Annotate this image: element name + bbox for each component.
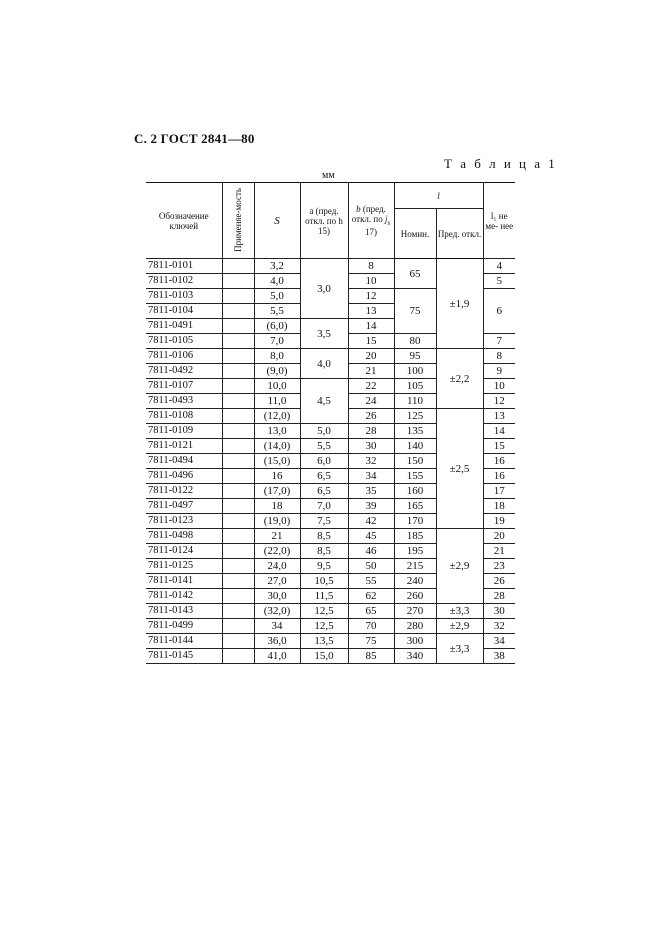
designation-cell: 7811-0121: [146, 439, 222, 454]
a-cell: 13,5: [300, 634, 348, 649]
s-cell: 7,0: [254, 334, 300, 349]
a-cell: 7,0: [300, 499, 348, 514]
a-cell: 8,5: [300, 544, 348, 559]
a-cell: 6,0: [300, 454, 348, 469]
s-cell: (19,0): [254, 514, 300, 529]
l-nom-cell: 110: [394, 394, 436, 409]
l-nom-cell: 105: [394, 379, 436, 394]
a-cell: 8,5: [300, 529, 348, 544]
l1-cell: 5: [483, 274, 515, 289]
applicability-cell: [222, 304, 254, 319]
l-nom-cell: 300: [394, 634, 436, 649]
applicability-cell: [222, 544, 254, 559]
b-cell: 20: [348, 349, 394, 364]
designation-cell: 7811-0496: [146, 469, 222, 484]
a-cell: 5,5: [300, 439, 348, 454]
designation-cell: 7811-0103: [146, 289, 222, 304]
designation-cell: 7811-0143: [146, 604, 222, 619]
b-cell: 28: [348, 424, 394, 439]
s-cell: 30,0: [254, 589, 300, 604]
b-cell: 65: [348, 604, 394, 619]
s-cell: 10,0: [254, 379, 300, 394]
l-nom-cell: 195: [394, 544, 436, 559]
col-header-l1: l₁ не ме- нее: [483, 183, 515, 259]
col-header-l-dev: Пред. откл.: [436, 209, 483, 259]
applicability-cell: [222, 514, 254, 529]
l-nom-cell: 150: [394, 454, 436, 469]
l1-cell: 20: [483, 529, 515, 544]
applicability-cell: [222, 379, 254, 394]
applicability-cell: [222, 634, 254, 649]
table-name: Т а б л и ц а 1: [444, 156, 558, 171]
s-cell: 16: [254, 469, 300, 484]
designation-cell: 7811-0144: [146, 634, 222, 649]
s-cell: 5,5: [254, 304, 300, 319]
l-nom-cell: 80: [394, 334, 436, 349]
l1-cell: 6: [483, 289, 515, 334]
l1-cell: 23: [483, 559, 515, 574]
b-cell: 35: [348, 484, 394, 499]
b-cell: 75: [348, 634, 394, 649]
s-cell: (32,0): [254, 604, 300, 619]
l-nom-cell: 155: [394, 469, 436, 484]
l-nom-cell: 280: [394, 619, 436, 634]
applicability-cell: [222, 574, 254, 589]
applicability-cell: [222, 484, 254, 499]
designation-cell: 7811-0101: [146, 259, 222, 274]
col-header-s: S: [254, 183, 300, 259]
designation-cell: 7811-0122: [146, 484, 222, 499]
applicability-cell: [222, 274, 254, 289]
b-cell: 30: [348, 439, 394, 454]
s-cell: 4,0: [254, 274, 300, 289]
s-cell: 36,0: [254, 634, 300, 649]
a-cell: 3,0: [300, 259, 348, 319]
designation-cell: 7811-0123: [146, 514, 222, 529]
b-cell: 14: [348, 319, 394, 334]
col-header-b: b (пред. откл. по $j_s$ 17): [348, 183, 394, 259]
designation-cell: 7811-0105: [146, 334, 222, 349]
a-cell: 3,5: [300, 319, 348, 349]
designation-cell: 7811-0492: [146, 364, 222, 379]
l1-cell: 9: [483, 364, 515, 379]
applicability-cell: [222, 394, 254, 409]
a-cell: 9,5: [300, 559, 348, 574]
b-cell: 22: [348, 379, 394, 394]
designation-cell: 7811-0106: [146, 349, 222, 364]
s-cell: (14,0): [254, 439, 300, 454]
applicability-cell: [222, 364, 254, 379]
table-row: [146, 634, 515, 649]
l-dev-cell: ±3,3: [436, 634, 483, 664]
b-cell: 46: [348, 544, 394, 559]
s-cell: (22,0): [254, 544, 300, 559]
s-cell: (17,0): [254, 484, 300, 499]
designation-cell: 7811-0107: [146, 379, 222, 394]
col-header-designation: Обозначение ключей: [146, 183, 222, 259]
a-cell: 12,5: [300, 604, 348, 619]
b-cell: 34: [348, 469, 394, 484]
b-cell: 21: [348, 364, 394, 379]
applicability-cell: [222, 319, 254, 334]
l1-cell: 19: [483, 514, 515, 529]
b-cell: 8: [348, 259, 394, 274]
s-cell: 3,2: [254, 259, 300, 274]
l1-cell: 30: [483, 604, 515, 619]
l-nom-cell: 340: [394, 649, 436, 664]
l-dev-cell: ±2,2: [436, 349, 483, 409]
l1-cell: 32: [483, 619, 515, 634]
designation-cell: 7811-0494: [146, 454, 222, 469]
l1-cell: 34: [483, 634, 515, 649]
b-cell: 10: [348, 274, 394, 289]
b-cell: 26: [348, 409, 394, 424]
applicability-cell: [222, 439, 254, 454]
l1-cell: 16: [483, 469, 515, 484]
b-cell: 45: [348, 529, 394, 544]
units-label: мм: [322, 170, 335, 181]
l-nom-cell: 75: [394, 289, 436, 334]
l-nom-cell: 260: [394, 589, 436, 604]
col-header-a: a (пред. откл. по h 15): [300, 183, 348, 259]
b-cell: 15: [348, 334, 394, 349]
l1-cell: 13: [483, 409, 515, 424]
a-cell: 10,5: [300, 574, 348, 589]
b-cell: 50: [348, 559, 394, 574]
designation-cell: 7811-0145: [146, 649, 222, 664]
table-row: [146, 349, 515, 364]
l1-cell: 17: [483, 484, 515, 499]
l-dev-cell: ±2,9: [436, 619, 483, 634]
designation-cell: 7811-0108: [146, 409, 222, 424]
s-cell: 13,0: [254, 424, 300, 439]
l1-cell: 16: [483, 454, 515, 469]
s-cell: 11,0: [254, 394, 300, 409]
col-header-applicability: Применяе-мость: [222, 183, 254, 259]
applicability-cell: [222, 499, 254, 514]
l1-cell: 14: [483, 424, 515, 439]
designation-cell: 7811-0124: [146, 544, 222, 559]
table-row: [146, 604, 515, 619]
designation-cell: 7811-0109: [146, 424, 222, 439]
l1-cell: 12: [483, 394, 515, 409]
designation-cell: 7811-0125: [146, 559, 222, 574]
l-nom-cell: 140: [394, 439, 436, 454]
s-cell: 24,0: [254, 559, 300, 574]
l-nom-cell: 170: [394, 514, 436, 529]
b-cell: 13: [348, 304, 394, 319]
applicability-cell: [222, 334, 254, 349]
col-header-l-nom: Номин.: [394, 209, 436, 259]
b-cell: 55: [348, 574, 394, 589]
l1-cell: 15: [483, 439, 515, 454]
l-dev-cell: ±1,9: [436, 259, 483, 349]
s-cell: 21: [254, 529, 300, 544]
table-row: [146, 259, 515, 274]
b-cell: 85: [348, 649, 394, 664]
b-cell: 12: [348, 289, 394, 304]
designation-cell: 7811-0104: [146, 304, 222, 319]
l1-cell: 4: [483, 259, 515, 274]
applicability-cell: [222, 589, 254, 604]
s-cell: (12,0): [254, 409, 300, 424]
spec-table: [146, 182, 515, 664]
l1-cell: 18: [483, 499, 515, 514]
b-cell: 32: [348, 454, 394, 469]
table-row: [146, 619, 515, 634]
a-cell: 12,5: [300, 619, 348, 634]
l-dev-cell: ±2,5: [436, 409, 483, 529]
l1-cell: 7: [483, 334, 515, 349]
applicability-cell: [222, 349, 254, 364]
applicability-cell: [222, 424, 254, 439]
designation-cell: 7811-0493: [146, 394, 222, 409]
l-dev-cell: ±2,9: [436, 529, 483, 604]
s-cell: (6,0): [254, 319, 300, 334]
b-cell: 62: [348, 589, 394, 604]
designation-cell: 7811-0141: [146, 574, 222, 589]
l1-cell: 26: [483, 574, 515, 589]
l-nom-cell: 240: [394, 574, 436, 589]
applicability-cell: [222, 649, 254, 664]
l-nom-cell: 185: [394, 529, 436, 544]
l1-cell: 28: [483, 589, 515, 604]
b-cell: 42: [348, 514, 394, 529]
s-cell: 5,0: [254, 289, 300, 304]
applicability-cell: [222, 529, 254, 544]
a-cell: 6,5: [300, 484, 348, 499]
l-dev-cell: ±3,3: [436, 604, 483, 619]
s-cell: 8,0: [254, 349, 300, 364]
applicability-cell: [222, 619, 254, 634]
l1-cell: 21: [483, 544, 515, 559]
s-cell: 18: [254, 499, 300, 514]
l-nom-cell: 65: [394, 259, 436, 289]
applicability-cell: [222, 469, 254, 484]
designation-cell: 7811-0491: [146, 319, 222, 334]
a-cell: 11,5: [300, 589, 348, 604]
l-nom-cell: 100: [394, 364, 436, 379]
a-cell: 7,5: [300, 514, 348, 529]
applicability-cell: [222, 289, 254, 304]
b-cell: 24: [348, 394, 394, 409]
a-cell: 4,0: [300, 349, 348, 379]
l-nom-cell: 160: [394, 484, 436, 499]
b-cell: 39: [348, 499, 394, 514]
a-cell: 6,5: [300, 469, 348, 484]
a-cell: 5,0: [300, 424, 348, 439]
l-nom-cell: 135: [394, 424, 436, 439]
a-cell: 15,0: [300, 649, 348, 664]
a-cell: 4,5: [300, 379, 348, 424]
l-nom-cell: 215: [394, 559, 436, 574]
applicability-cell: [222, 559, 254, 574]
designation-cell: 7811-0102: [146, 274, 222, 289]
designation-cell: 7811-0499: [146, 619, 222, 634]
s-cell: 27,0: [254, 574, 300, 589]
s-cell: 34: [254, 619, 300, 634]
designation-cell: 7811-0142: [146, 589, 222, 604]
l1-cell: 10: [483, 379, 515, 394]
l-nom-cell: 95: [394, 349, 436, 364]
b-cell: 70: [348, 619, 394, 634]
applicability-cell: [222, 409, 254, 424]
l-nom-cell: 270: [394, 604, 436, 619]
applicability-cell: [222, 604, 254, 619]
table-row: [146, 529, 515, 544]
l1-cell: 8: [483, 349, 515, 364]
s-cell: 41,0: [254, 649, 300, 664]
s-cell: (9,0): [254, 364, 300, 379]
applicability-cell: [222, 454, 254, 469]
s-cell: (15,0): [254, 454, 300, 469]
l1-cell: 38: [483, 649, 515, 664]
l-nom-cell: 165: [394, 499, 436, 514]
applicability-cell: [222, 259, 254, 274]
designation-cell: 7811-0497: [146, 499, 222, 514]
col-header-l: l: [394, 183, 483, 209]
page-header: С. 2 ГОСТ 2841—80: [134, 131, 255, 146]
l-nom-cell: 125: [394, 409, 436, 424]
designation-cell: 7811-0498: [146, 529, 222, 544]
